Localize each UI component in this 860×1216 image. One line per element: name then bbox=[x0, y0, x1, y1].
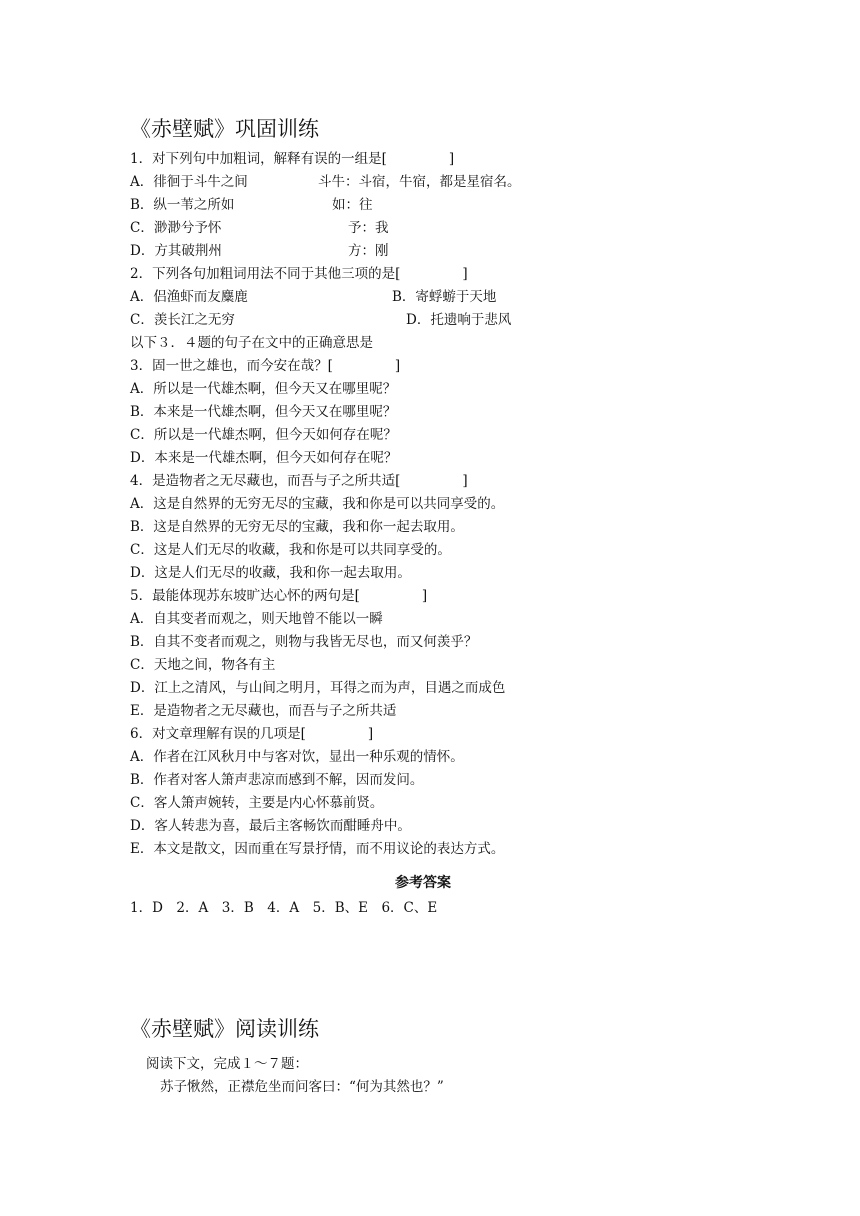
option-text: B．纵一苇之所如 bbox=[130, 197, 235, 213]
option-text: C．羡长江之无穷 bbox=[130, 312, 235, 328]
option-text: A．作者在江风秋月中与客对饮，显出一种乐观的情怀。 bbox=[130, 749, 464, 765]
question-stem: 3．固一世之雄也，而今安在哉？[ bbox=[130, 358, 333, 374]
answer-bracket: ] bbox=[394, 358, 401, 374]
option-row bbox=[130, 217, 830, 240]
option-row bbox=[130, 746, 830, 769]
option-text: C．渺渺兮予怀 bbox=[130, 220, 222, 236]
option-text: A．这是自然界的无穷无尽的宝藏，我和你是可以共同享受的。 bbox=[130, 496, 505, 512]
option-row bbox=[130, 401, 830, 424]
option-row bbox=[130, 286, 830, 309]
option-text: A．自其变者而观之，则天地曾不能以一瞬 bbox=[130, 611, 383, 627]
answer-bracket: ] bbox=[462, 473, 468, 489]
option-row bbox=[130, 792, 830, 815]
question-stem: 6．对文章理解有误的几项是[ bbox=[130, 726, 306, 742]
question-1 bbox=[130, 148, 830, 171]
option-text: B．这是自然界的无穷无尽的宝藏，我和你一起去取用。 bbox=[130, 519, 464, 535]
option-row bbox=[130, 171, 830, 194]
section1-title: 《赤壁赋》巩固训练 bbox=[130, 117, 319, 141]
question-4 bbox=[130, 470, 830, 493]
option-text: E．本文是散文，因而重在写景抒情，而不用议论的表达方式。 bbox=[130, 841, 505, 857]
option-text: D．托遗响于悲风 bbox=[406, 312, 512, 328]
question-3 bbox=[130, 355, 830, 378]
option-row bbox=[130, 516, 830, 539]
intro-text: 以下３．４题的句子在文中的正确意思是 bbox=[130, 335, 373, 351]
exercise-list bbox=[130, 148, 830, 861]
option-note: 斗牛：斗宿，牛宿，都是星宿名。 bbox=[318, 174, 521, 190]
option-text: C．客人箫声婉转，主要是内心怀慕前贤。 bbox=[130, 795, 384, 811]
option-row bbox=[130, 631, 830, 654]
answers-heading: 参考答案 bbox=[395, 875, 451, 891]
option-note: 如：往 bbox=[332, 197, 373, 213]
reading-passage: 苏子愀然，正襟危坐而问客曰：“何为其然也？” bbox=[160, 1079, 444, 1095]
option-note: 予：我 bbox=[348, 220, 389, 236]
answers-line: 1．D 2．A 3．B 4．A 5．B、E 6．C、E bbox=[130, 900, 438, 916]
option-text: A．侣渔虾而友麋鹿 bbox=[130, 289, 248, 305]
option-row bbox=[130, 562, 830, 585]
question-stem: 2．下列各句加粗词用法不同于其他三项的是[ bbox=[130, 266, 401, 282]
option-row bbox=[130, 424, 830, 447]
option-text: D．江上之清风，与山间之明月，耳得之而为声，目遇之而成色 bbox=[130, 680, 506, 696]
answer-bracket: ] bbox=[367, 726, 374, 742]
option-text: B．寄蜉蝣于天地 bbox=[392, 289, 497, 305]
option-row bbox=[130, 378, 830, 401]
option-text: D．这是人们无尽的收藏，我和你一起去取用。 bbox=[130, 565, 411, 581]
option-row bbox=[130, 240, 830, 263]
option-row bbox=[130, 700, 830, 723]
question-6 bbox=[130, 723, 830, 746]
question-stem: 5．最能体现苏东坡旷达心怀的两句是[ bbox=[130, 588, 360, 604]
option-text: A．徘徊于斗牛之间 bbox=[130, 174, 248, 190]
reading-intro: 阅读下文，完成１～７题： bbox=[146, 1056, 308, 1072]
option-row bbox=[130, 608, 830, 631]
option-row bbox=[130, 539, 830, 562]
section2-title: 《赤壁赋》阅读训练 bbox=[130, 1017, 319, 1041]
option-row bbox=[130, 654, 830, 677]
option-row bbox=[130, 309, 830, 332]
option-row bbox=[130, 447, 830, 470]
option-text: D．客人转悲为喜，最后主客畅饮而酣睡舟中。 bbox=[130, 818, 411, 834]
question-stem: 1．对下列句中加粗词，解释有误的一组是[ bbox=[130, 151, 387, 167]
option-row bbox=[130, 769, 830, 792]
option-text: B．作者对客人箫声悲凉而感到不解，因而发问。 bbox=[130, 772, 424, 788]
option-row bbox=[130, 815, 830, 838]
answer-bracket: ] bbox=[448, 151, 455, 167]
option-text: B．本来是一代雄杰啊，但今天又在哪里呢？ bbox=[130, 404, 397, 420]
answer-bracket: ] bbox=[462, 266, 468, 282]
option-text: C．天地之间，物各有主 bbox=[130, 657, 276, 673]
option-row bbox=[130, 194, 830, 217]
option-text: E．是造物者之无尽藏也，而吾与子之所共适 bbox=[130, 703, 397, 719]
option-text: B．自其不变者而观之，则物与我皆无尽也，而又何羡乎？ bbox=[130, 634, 478, 650]
answer-bracket: ] bbox=[421, 588, 428, 604]
option-text: D．本来是一代雄杰啊，但今天如何存在呢？ bbox=[130, 450, 398, 466]
option-text: A．所以是一代雄杰啊，但今天又在哪里呢？ bbox=[130, 381, 397, 397]
option-row bbox=[130, 493, 830, 516]
option-text: D．方其破荆州 bbox=[130, 243, 222, 259]
option-text: C．这是人们无尽的收藏，我和你是可以共同享受的。 bbox=[130, 542, 451, 558]
question-2 bbox=[130, 263, 830, 286]
question-stem: 4．是造物者之无尽藏也，而吾与子之所共适[ bbox=[130, 473, 401, 489]
option-row bbox=[130, 838, 830, 861]
option-row bbox=[130, 677, 830, 700]
intro-line bbox=[130, 332, 830, 355]
option-text: C．所以是一代雄杰啊，但今天如何存在呢？ bbox=[130, 427, 397, 443]
question-5 bbox=[130, 585, 830, 608]
option-note: 方：刚 bbox=[348, 243, 389, 259]
